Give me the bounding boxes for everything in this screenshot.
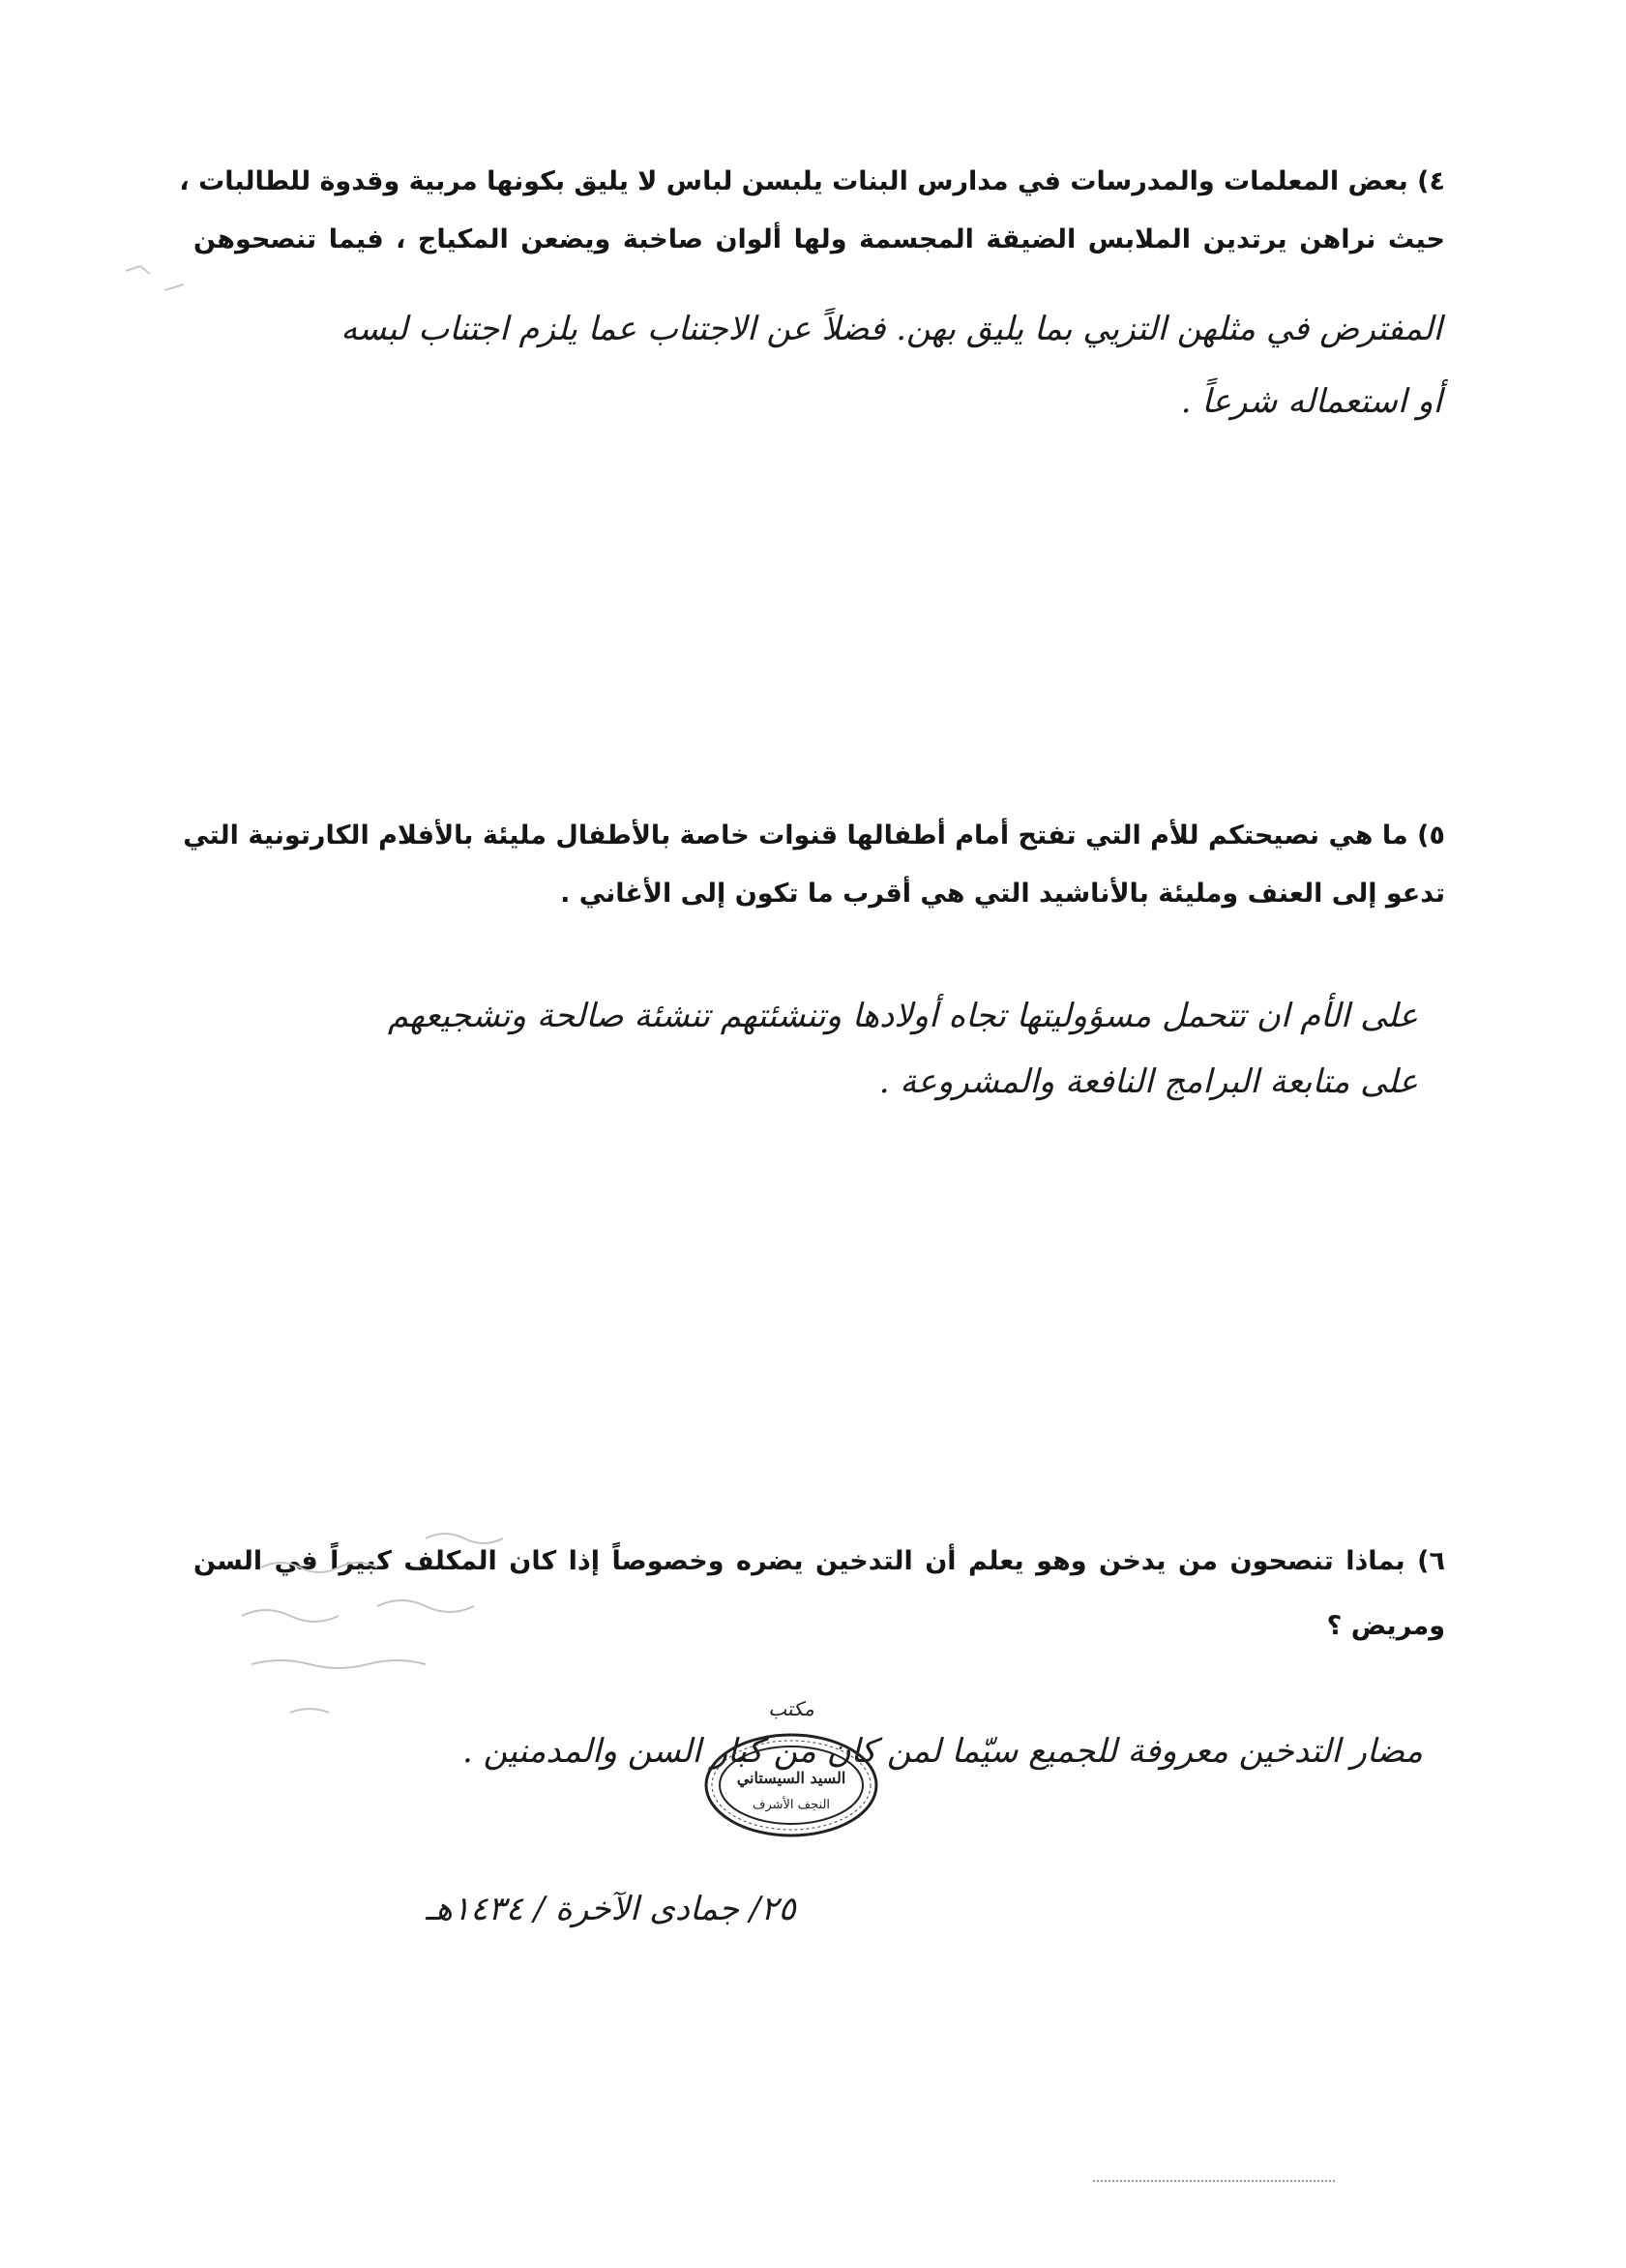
answer-4-line-2: أو استعماله شرعاً . [1180, 382, 1442, 421]
answer-5-line-1: على الأم ان تتحمل مسؤوليتها تجاه أولادها وتنشئتهم تنشئة صالحة وتشجيعهم [387, 997, 1418, 1035]
date-handwritten: ٢٥/ جمادى الآخرة / ١٤٣٤هـ [426, 1890, 796, 1928]
seal-bottom-text: النجف الأشرف [752, 1798, 831, 1812]
seal-inner-text: السيد السيستاني [736, 1769, 846, 1787]
scan-speck-marks [116, 242, 222, 319]
question-5-line-2: تدعو إلى العنف ومليئة بالأناشيد التي هي أقرب ما تكون إلى الأغاني . [560, 879, 1445, 909]
seal-top-text: مكتب [768, 1697, 814, 1720]
office-seal-stamp [695, 1688, 888, 1843]
footer-dotted-rule [1093, 2180, 1335, 2182]
question-5-line-1: ٥) ما هي نصيحتكم للأم التي تفتح أمام أطفالها قنوات خاصة بالأطفال مليئة بالأفلام الكارتونية التي [183, 821, 1445, 850]
answer-5-line-2: على متابعة البرامج النافعة والمشروعة . [878, 1062, 1418, 1101]
answer-6-line-1: مضار التدخين معروفة للجميع سيّما لمن كان من كبار السن والمدمنين . [462, 1732, 1423, 1771]
question-4-line-2: حيث نراهن يرتدين الملابس الضيقة المجسمة ولها ألوان صاخبة ويضعن المكياج ، فيما تنصحوهن [193, 224, 1445, 254]
scan-bleed-marks [232, 1509, 619, 1742]
question-6-line-2: ومريض ؟ [1326, 1611, 1445, 1641]
question-4-line-1: ٤) بعض المعلمات والمدرسات في مدارس البنات يلبسن لباس لا يليق بكونها مربية وقدوة للطالبات ، [179, 166, 1445, 196]
question-6-line-1: ٦) بماذا تنصحون من يدخن وهو يعلم أن التدخين يضره وخصوصاً إذا كان المكلف كبيراً في السن [193, 1546, 1445, 1576]
answer-4-line-1: المفترض في مثلهن التزيي بما يليق بهن. فضلاً عن الاجتناب عما يلزم اجتناب لبسه [340, 310, 1442, 348]
